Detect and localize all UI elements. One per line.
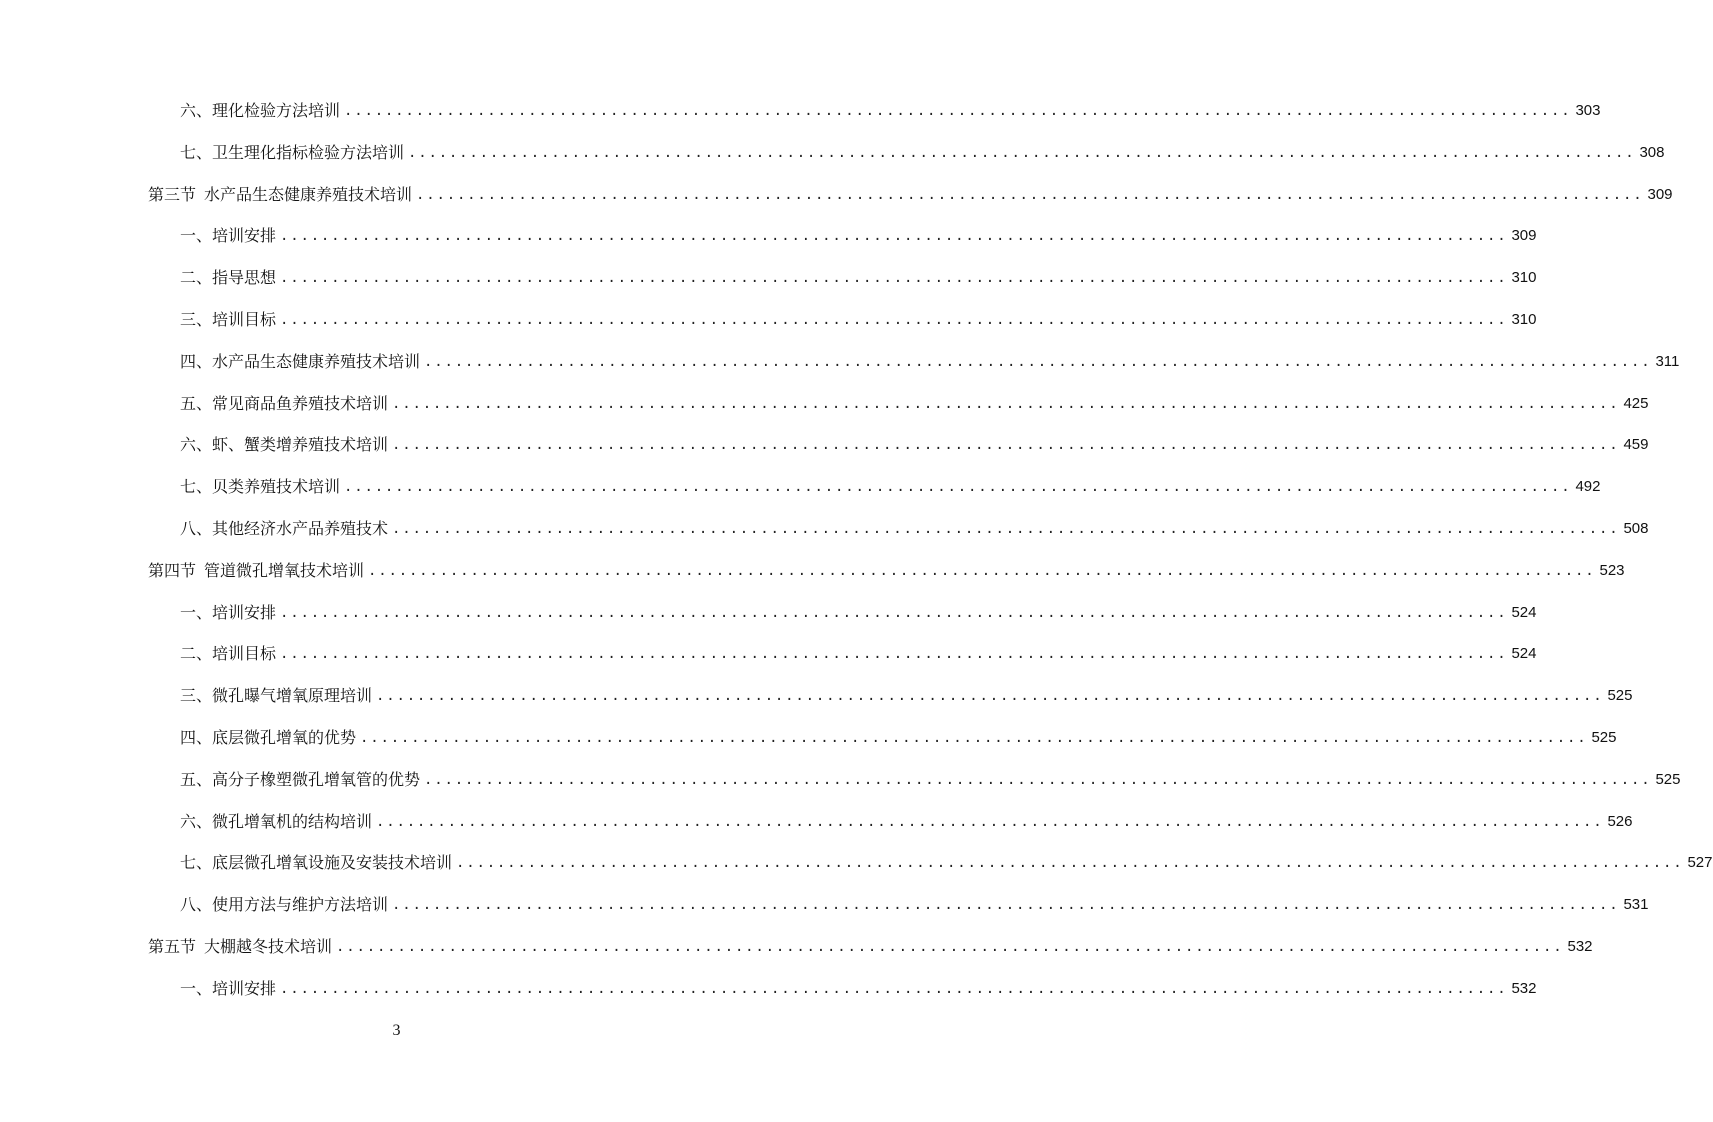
toc-entry[interactable] bbox=[180, 263, 1537, 293]
toc-entry[interactable] bbox=[180, 389, 1649, 419]
toc-entry-text: 二、指导思想 bbox=[180, 268, 277, 288]
dot-leader: ........................................................................................................................ bbox=[392, 897, 1620, 914]
dot-leader: ........................................................................................................................ bbox=[408, 144, 1636, 161]
dot-leader: ........................................................................................................................ bbox=[344, 103, 1572, 119]
toc-entry-text: 七、贝类养殖技术培训 bbox=[180, 477, 341, 497]
toc-entry-title bbox=[180, 96, 340, 126]
toc-page-number: 525 bbox=[1607, 687, 1633, 705]
toc-page-number: 524 bbox=[1511, 645, 1537, 663]
toc-page-number: 524 bbox=[1511, 603, 1537, 621]
toc-entry[interactable] bbox=[180, 472, 1601, 502]
dot-leader: ........................................................................................................................ bbox=[424, 353, 1652, 370]
toc-section-number: 第四节 bbox=[148, 560, 197, 580]
toc-page-number: 425 bbox=[1623, 394, 1649, 412]
toc-entry-title bbox=[180, 807, 372, 837]
toc-page-number: 508 bbox=[1623, 520, 1649, 537]
dot-leader: ........................................................................................................................ bbox=[368, 562, 1596, 579]
toc-entry-text: 七、底层微孔增氧设施及安装技术培训 bbox=[180, 853, 453, 873]
toc-page-number: 309 bbox=[1647, 185, 1673, 203]
toc-entry-text: 三、微孔曝气增氧原理培训 bbox=[180, 686, 373, 706]
toc-section-entry[interactable] bbox=[148, 180, 1673, 210]
dot-leader: ........................................................................................................................ bbox=[280, 980, 1508, 997]
toc-page-number: 531 bbox=[1623, 896, 1649, 914]
toc-page-number: 492 bbox=[1575, 478, 1601, 496]
toc-entry[interactable] bbox=[180, 807, 1633, 837]
dot-leader: ........................................................................................................................ bbox=[416, 186, 1644, 203]
toc-entry-title bbox=[148, 932, 332, 962]
toc-entry-title bbox=[180, 723, 356, 753]
toc-entry-text: 七、卫生理化指标检验方法培训 bbox=[180, 142, 405, 162]
toc-entry-title bbox=[180, 765, 420, 795]
toc-entry[interactable] bbox=[180, 347, 1680, 377]
toc-page-number: 532 bbox=[1567, 938, 1593, 955]
dot-leader: ........................................................................................................................ bbox=[376, 688, 1604, 705]
toc-page-number: 303 bbox=[1575, 102, 1601, 119]
toc-entry-title bbox=[148, 180, 412, 210]
toc-entry-title bbox=[148, 556, 364, 586]
toc-entry[interactable] bbox=[180, 430, 1649, 460]
dot-leader: ........................................................................................................................ bbox=[280, 604, 1508, 621]
toc-entry[interactable] bbox=[180, 765, 1681, 795]
toc-entry-text: 三、培训目标 bbox=[180, 310, 277, 329]
toc-entry[interactable] bbox=[180, 890, 1649, 920]
toc-entry-title bbox=[180, 347, 420, 377]
dot-leader: ........................................................................................................................ bbox=[456, 855, 1684, 872]
page-number: 3 bbox=[392, 1022, 401, 1039]
toc-entry[interactable] bbox=[180, 598, 1537, 628]
toc-page-number: 309 bbox=[1511, 227, 1537, 245]
dot-leader: ........................................................................................................................ bbox=[376, 813, 1604, 830]
toc-entry-title bbox=[180, 305, 276, 335]
toc-entry-title bbox=[180, 890, 388, 920]
toc-page-number: 523 bbox=[1599, 561, 1625, 579]
toc-section-entry[interactable] bbox=[148, 556, 1625, 586]
toc-entry-text: 六、理化检验方法培训 bbox=[180, 101, 341, 120]
toc-entry-text: 一、培训安排 bbox=[180, 978, 277, 998]
toc-entry-title bbox=[180, 598, 276, 628]
toc-entry-text: 二、培训目标 bbox=[180, 644, 277, 664]
dot-leader: ........................................................................................................................ bbox=[336, 939, 1564, 955]
toc-entry[interactable] bbox=[180, 514, 1649, 544]
toc-entry[interactable] bbox=[180, 221, 1537, 251]
toc-entry-title bbox=[180, 430, 388, 460]
toc-entry[interactable] bbox=[180, 639, 1537, 669]
toc-entry[interactable] bbox=[180, 681, 1633, 711]
toc-page-number: 310 bbox=[1511, 269, 1537, 287]
toc-entry-title bbox=[180, 974, 276, 1004]
toc-entry-text: 大棚越冬技术培训 bbox=[204, 937, 333, 956]
toc-entry-text: 五、高分子橡塑微孔增氧管的优势 bbox=[180, 769, 421, 789]
toc-page-number: 527 bbox=[1687, 854, 1713, 872]
dot-leader: ........................................................................................................................ bbox=[280, 270, 1508, 287]
dot-leader: ........................................................................................................................ bbox=[392, 521, 1620, 537]
toc-entry-text: 四、水产品生态健康养殖技术培训 bbox=[180, 351, 421, 371]
toc-entry-text: 管道微孔增氧技术培训 bbox=[204, 560, 365, 580]
toc-entry-text: 水产品生态健康养殖技术培训 bbox=[204, 184, 413, 204]
toc-page-number: 526 bbox=[1607, 812, 1633, 830]
toc-entry-title bbox=[180, 263, 276, 293]
toc-entry-title bbox=[180, 138, 404, 168]
dot-leader: ........................................................................................................................ bbox=[344, 479, 1572, 496]
dot-leader: ........................................................................................................................ bbox=[360, 730, 1588, 746]
toc-entry[interactable] bbox=[180, 305, 1537, 335]
toc-entry-text: 四、底层微孔增氧的优势 bbox=[180, 728, 357, 747]
toc-entry-title bbox=[180, 514, 388, 544]
toc-entry[interactable] bbox=[180, 723, 1617, 753]
toc-section-number: 第五节 bbox=[148, 937, 197, 956]
dot-leader: ........................................................................................................................ bbox=[280, 312, 1508, 328]
toc-entry-text: 一、培训安排 bbox=[180, 602, 277, 622]
toc-entry-text: 八、其他经济水产品养殖技术 bbox=[180, 519, 389, 538]
toc-entry[interactable] bbox=[180, 848, 1713, 878]
toc-entry-title bbox=[180, 848, 452, 878]
toc-page-number: 308 bbox=[1639, 143, 1665, 161]
dot-leader: ........................................................................................................................ bbox=[280, 646, 1508, 663]
toc-entry-title bbox=[180, 472, 340, 502]
toc-entry-title bbox=[180, 221, 276, 251]
dot-leader: ........................................................................................................................ bbox=[280, 228, 1508, 245]
toc-page-number: 532 bbox=[1511, 979, 1537, 997]
toc-entry-text: 一、培训安排 bbox=[180, 226, 277, 246]
dot-leader: ........................................................................................................................ bbox=[424, 771, 1652, 788]
toc-entry[interactable] bbox=[180, 138, 1665, 168]
toc-section-number: 第三节 bbox=[148, 184, 197, 204]
toc-page-number: 311 bbox=[1655, 352, 1680, 370]
toc-entry-text: 六、虾、蟹类增养殖技术培训 bbox=[180, 435, 389, 455]
toc-entry-title bbox=[180, 681, 372, 711]
toc-entry-title bbox=[180, 639, 276, 669]
toc-entry[interactable] bbox=[180, 96, 1601, 126]
toc-entry-title bbox=[180, 389, 388, 419]
dot-leader: ........................................................................................................................ bbox=[392, 395, 1620, 412]
toc-page-number: 525 bbox=[1655, 770, 1681, 788]
toc-page-number: 459 bbox=[1623, 436, 1649, 454]
dot-leader: ........................................................................................................................ bbox=[392, 437, 1620, 454]
toc-entry-text: 八、使用方法与维护方法培训 bbox=[180, 895, 389, 915]
toc-entry-text: 六、微孔增氧机的结构培训 bbox=[180, 811, 373, 831]
toc-page-number: 310 bbox=[1511, 311, 1537, 328]
toc-page-number: 525 bbox=[1591, 729, 1617, 746]
toc-section-entry[interactable] bbox=[148, 932, 1593, 962]
toc-entry[interactable] bbox=[180, 974, 1537, 1004]
toc-entry-text: 五、常见商品鱼养殖技术培训 bbox=[180, 393, 389, 413]
